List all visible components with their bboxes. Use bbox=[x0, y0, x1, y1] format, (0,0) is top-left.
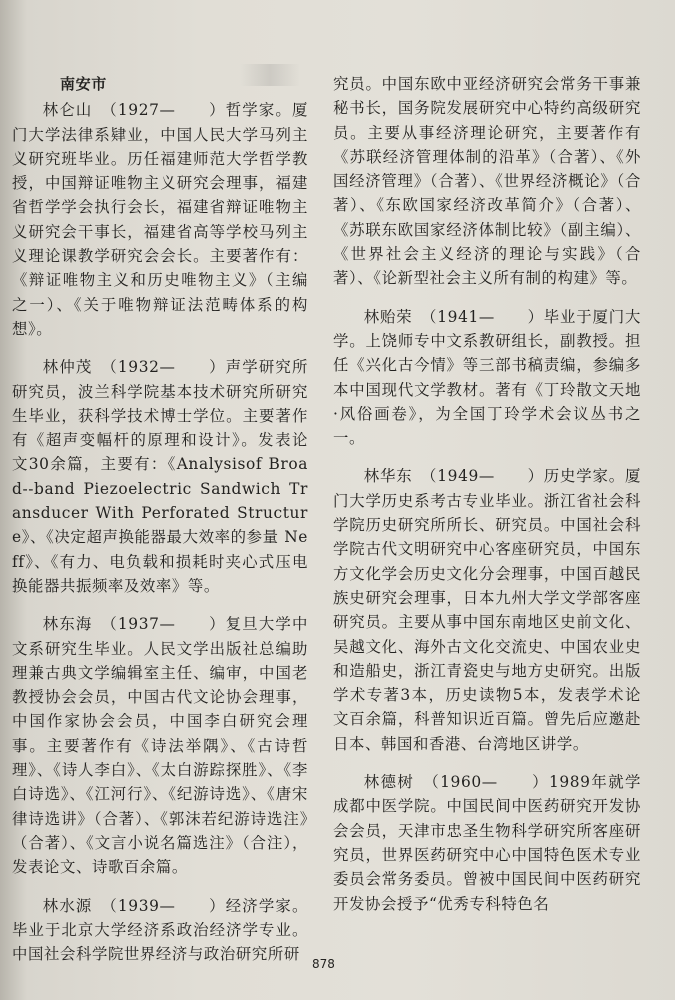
entry-lin-lunshan: 林仑山 （1927— ）哲学家。厦门大学法律系肄业，中国人民大学马列主义研究班毕业。历任福建师范大学哲学教授，中国辩证唯物主义研究会理事，福建省哲学学会执行会长，福建省辩证唯物主义研究会干事长，福建省高等学校马列主义理论课教学研究会会长。主要著作有：《辩证唯物主义和历史唯物主义》（主编之一）、《关于唯物辩证法范畴体系的构想》。 bbox=[12, 101, 308, 338]
page-number: 878 bbox=[312, 957, 335, 971]
right-column bbox=[333, 72, 641, 916]
entry-lin-shuiyuan-continued: 究员。中国东欧中亚经济研究会常务干事兼秘书长，国务院发展研究中心特约高级研究员。主要从事经济理论研究，主要著作有《苏联经济管理体制的沿革》（合著）、《外国经济管理》（合著）、《世界经济概论》（合著）、《东欧国家经济改革简介》（合著）、《苏联东欧国家经济体制比较》（副主编）、《世界社会主义经济的理论与实践》（合著）、《论新型社会主义所有制的构建》等。 bbox=[333, 75, 641, 288]
entry-lin-donghai: 林东海 （1937— ）复旦大学中文系研究生毕业。人民文学出版社总编助理兼古典文学编辑室主任、编审，中国老教授协会会员，中国古代文论协会理事，中国作家协会会员，中国李白研究会理事。主要著作有《诗法举隅》、《古诗哲理》、《诗人李白》、《太白游踪探胜》、《李白诗选》、《江河行》、《纪游诗选》、《唐宋律诗选讲》（合著）、《郭沫若纪游诗选注》（合著）、《文言小说名篇选注》（合注），发表论文、诗歌百余篇。 bbox=[12, 615, 308, 877]
entry-lin-yirong: 林贻荣 （1941— ）毕业于厦门大学。上饶师专中文系教研组长，副教授。担任《兴化古今情》等三部书稿责编，参编多本中国现代文学教材。著有《丁玲散文天地·风俗画卷》，为全国丁玲学术会议丛书之一。 bbox=[333, 307, 641, 448]
entry-lin-huadong: 林华东 （1949— ）历史学家。厦门大学历史系考古专业毕业。浙江省社会科学院历史研究所所长、研究员。中国社会科学院古代文明研究中心客座研究员，中国东方文化学会历史文化分会理事，中国百越民族史研究会理事，日本九州大学文学部客座研究员。主要从事中国东南地区史前文化、吴越文化、海外古文化交流史、中国农业史和造船史，浙江青瓷史与地方史研究。出版学术专著3本，历史读物5本，发表学术论文百余篇，科普知识近百篇。曾先后应邀赴日本、韩国和香港、台湾地区讲学。 bbox=[333, 467, 641, 753]
left-column bbox=[12, 72, 308, 966]
section-heading: 南安市 bbox=[60, 75, 107, 93]
entry-lin-shuiyuan: 林水源 （1939— ）经济学家。毕业于北京大学经济系政治经济学专业。中国社会科学院世界经济与政治研究所研 bbox=[12, 896, 308, 964]
entry-lin-deshu: 林德树 （1960— ）1989年就学成都中医学院。中国民间中医药研究开发协会会员，天津市忠圣生物科学研究所客座研究员，世界医药研究中心中国特色医术专业委员会常务委员。曾被中国民间中医药研究开发协会授予“优秀专科特色名 bbox=[333, 773, 641, 913]
entry-lin-zhongmao: 林仲茂 （1932— ）声学研究所研究员，波兰科学院基本技术研究所研究生毕业，获科学技术博士学位。主要著作有《超声变幅杆的原理和设计》。发表论文30余篇，主要有：《Analysisof Broad--band Piezoelectric Sandwich Transducer With Perforated Structure》、《决定超声换能器最大效率的参量 Neff》、《有力、电负载和损耗时夹心式压电换能器共振频率及效率》等。 bbox=[12, 358, 308, 595]
